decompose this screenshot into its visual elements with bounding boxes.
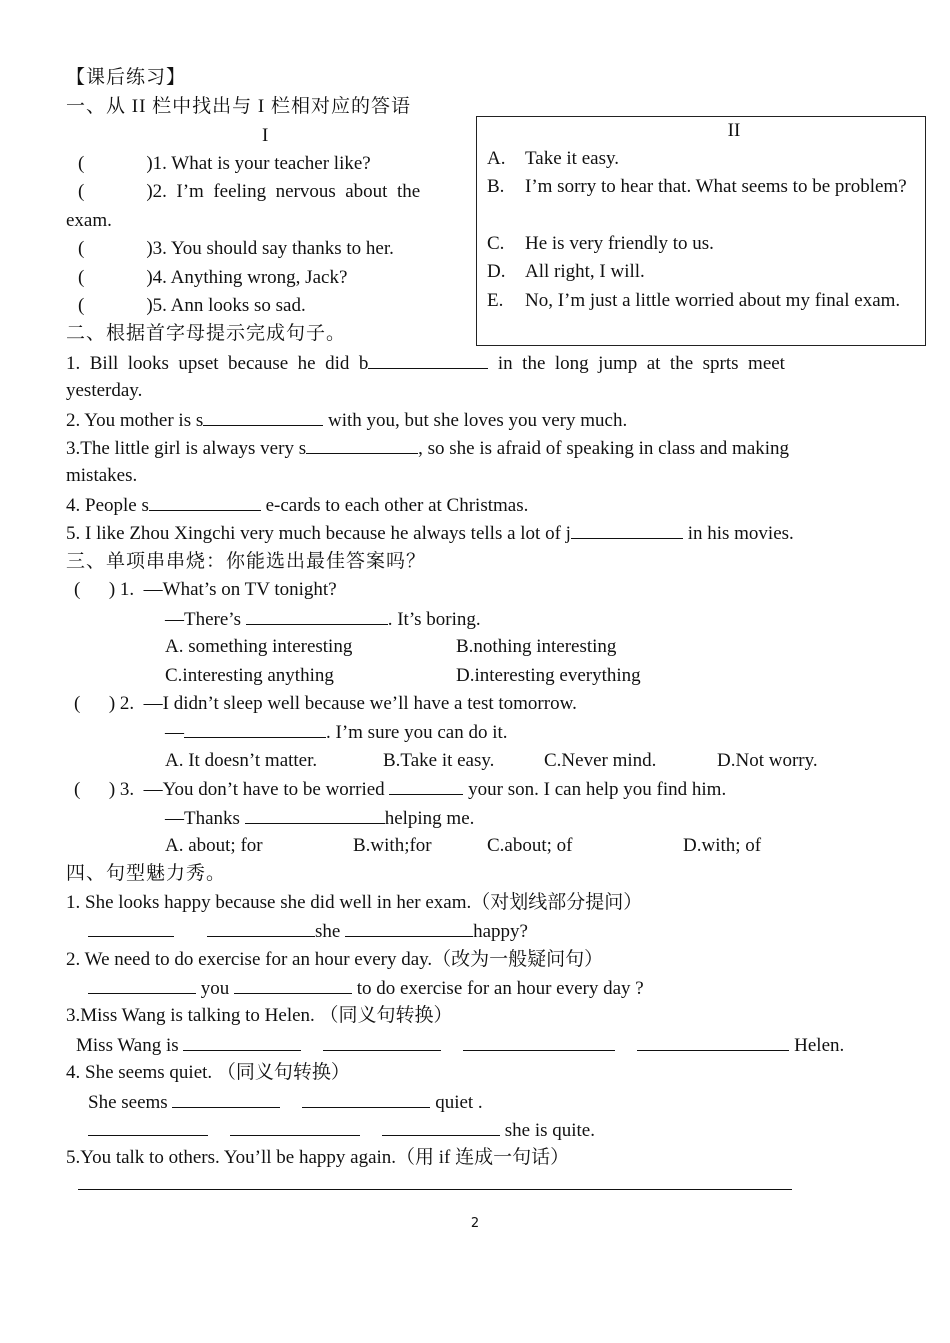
s3-q1-opt-b[interactable]: B.nothing interesting <box>456 636 617 657</box>
blank-line[interactable] <box>246 607 388 625</box>
text: 3.The little girl is always very s <box>66 438 307 459</box>
blank-line[interactable] <box>88 976 196 994</box>
s3-q2-opt-c[interactable]: C.Never mind. <box>544 750 657 771</box>
option-a <box>487 145 917 173</box>
blank-line[interactable] <box>234 976 352 994</box>
s1-item-text: )1. What is your teacher like? <box>146 153 371 174</box>
s1-item-2-cont: exam. <box>66 210 112 231</box>
s4-q3: 3.Miss Wang is talking to Helen. （同义句转换） <box>66 1005 453 1026</box>
answer-paren: ( <box>78 267 85 288</box>
blank-line[interactable] <box>382 1118 500 1136</box>
s1-item-text: )3. You should say thanks to her. <box>146 238 394 259</box>
s4-q5-answer[interactable] <box>78 1172 792 1197</box>
s1-item-5 <box>78 294 306 318</box>
s4-q2-answer <box>88 976 644 1001</box>
option-e <box>487 287 917 344</box>
s1-item-1 <box>78 152 371 176</box>
blank-line[interactable] <box>345 919 473 937</box>
answer-paren: ( ) <box>74 693 116 714</box>
blank-line[interactable] <box>149 493 261 511</box>
blank-line[interactable] <box>184 720 326 738</box>
s1-item-3 <box>78 237 394 261</box>
s4-title: 四、句型魅力秀。 <box>66 863 227 884</box>
s3-q3-opt-b[interactable]: B.with;for <box>353 835 432 856</box>
text: to do exercise for an hour every day ? <box>352 978 644 999</box>
blank-line[interactable] <box>306 436 418 454</box>
s2-title: 二、根据首字母提示完成句子。 <box>66 323 347 344</box>
option-text: I’m sorry to hear that. What seems to be problem? <box>525 176 907 197</box>
blank-line[interactable] <box>203 408 323 426</box>
blank-line[interactable] <box>172 1090 280 1108</box>
text: . It’s boring. <box>387 609 481 630</box>
answer-paren: ( <box>78 238 85 259</box>
blank-line[interactable] <box>245 806 385 824</box>
text: e-cards to each other at Christmas. <box>260 495 529 516</box>
page-number: 2 <box>470 1216 480 1231</box>
s1-title: 一、从 II 栏中找出与 I 栏相对应的答语 <box>66 96 411 117</box>
option-text: He is very friendly to us. <box>525 233 714 254</box>
s3-q1-response <box>165 607 481 632</box>
s3-q2-opt-d[interactable]: D.Not worry. <box>717 750 818 771</box>
blank-line[interactable] <box>637 1033 789 1051</box>
text: in his movies. <box>682 523 794 544</box>
option-key: B. <box>487 176 505 197</box>
text: She seems <box>88 1092 168 1113</box>
answer-paren: ( <box>78 153 85 174</box>
text: 1. —What’s on TV tonight? <box>119 579 337 600</box>
text: 1. Bill looks upset because he did b <box>66 353 369 374</box>
answer-paren: ( <box>78 181 85 202</box>
text: 2. You mother is s <box>66 410 204 431</box>
col2-label: II <box>727 120 741 141</box>
option-c <box>487 230 917 258</box>
s2-item-3 <box>66 436 789 461</box>
s3-q2-opt-a[interactable]: A. It doesn’t matter. <box>165 750 318 771</box>
s3-q2-response <box>165 720 508 745</box>
s1-item-text: )4. Anything wrong, Jack? <box>146 267 348 288</box>
s3-q1 <box>74 578 337 602</box>
s2-item-2 <box>66 408 627 433</box>
s3-title: 三、单项串串烧：你能选出最佳答案吗？ <box>66 551 427 572</box>
option-key: D. <box>487 261 506 282</box>
text: happy? <box>473 921 528 942</box>
s4-q2: 2. We need to do exercise for an hour every day.（改为一般疑问句） <box>66 949 604 970</box>
column-ii-box <box>476 116 926 346</box>
answer-paren: ( ) <box>74 779 116 800</box>
blank-line[interactable] <box>230 1118 360 1136</box>
blank-line[interactable] <box>88 1118 208 1136</box>
text: —There’s <box>165 609 241 630</box>
text: helping me. <box>384 808 475 829</box>
s4-q4-answer-1 <box>88 1090 483 1115</box>
s1-item-text: )5. Ann looks so sad. <box>146 295 306 316</box>
text: , so she is afraid of speaking in class and making <box>418 438 790 459</box>
text: Miss Wang is <box>76 1035 179 1056</box>
s3-q2 <box>74 692 577 716</box>
blank-line[interactable] <box>302 1090 430 1108</box>
section-header: 【课后练习】 <box>66 67 187 88</box>
s2-item-5 <box>66 521 794 546</box>
s2-item-4 <box>66 493 528 518</box>
s3-q3-opt-d[interactable]: D.with; of <box>683 835 762 856</box>
blank-line[interactable] <box>88 919 174 937</box>
text: she is quite. <box>500 1120 595 1141</box>
blank-line[interactable] <box>207 919 315 937</box>
s1-item-text: )2. I’m feeling nervous about the <box>146 181 421 202</box>
s3-q1-opt-c[interactable]: C.interesting anything <box>165 665 334 686</box>
option-b <box>487 173 917 230</box>
option-d <box>487 258 917 286</box>
blank-line[interactable] <box>463 1033 615 1051</box>
s2-item-3-cont: mistakes. <box>66 465 138 486</box>
s3-q3 <box>74 777 726 802</box>
s2-item-1 <box>66 351 785 376</box>
s3-q3-opt-a[interactable]: A. about; for <box>165 835 263 856</box>
text: 5. I like Zhou Xingchi very much because he always tells a lot of j <box>66 523 571 544</box>
s3-q3-opt-c[interactable]: C.about; of <box>487 835 573 856</box>
s3-q1-opt-a[interactable]: A. something interesting <box>165 636 353 657</box>
option-key: C. <box>487 233 505 254</box>
text: 3. —You don’t have to be worried <box>119 779 385 800</box>
text: with you, but she loves you very much. <box>323 410 628 431</box>
text: —Thanks <box>165 808 240 829</box>
blank-line[interactable] <box>78 1172 792 1190</box>
blank-line[interactable] <box>571 521 683 539</box>
text: your son. I can help you find him. <box>463 779 727 800</box>
option-key: E. <box>487 290 504 311</box>
s4-q4: 4. She seems quiet. （同义句转换） <box>66 1062 350 1083</box>
blank-line[interactable] <box>368 351 488 369</box>
option-text: All right, I will. <box>525 261 645 282</box>
s1-item-4 <box>78 266 347 290</box>
s2-item-1-cont: yesterday. <box>66 380 143 401</box>
text: she <box>315 921 341 942</box>
text: 4. People s <box>66 495 149 516</box>
option-text: Take it easy. <box>525 148 619 169</box>
s4-q3-answer <box>76 1033 844 1058</box>
text: . I’m sure you can do it. <box>326 722 508 743</box>
s4-q5: 5.You talk to others. You’ll be happy again.（用 if 连成一句话） <box>66 1147 570 1168</box>
text: — <box>165 722 184 743</box>
s4-q1-answer <box>88 919 528 944</box>
col1-label: I <box>262 125 269 146</box>
text: Helen. <box>789 1035 845 1056</box>
blank-line[interactable] <box>323 1033 441 1051</box>
answer-paren: ( <box>78 295 85 316</box>
text: you <box>196 978 234 999</box>
s3-q1-opt-d[interactable]: D.interesting everything <box>456 665 641 686</box>
blank-line[interactable] <box>389 777 463 795</box>
text: 2. —I didn’t sleep well because we’ll have a test tomorrow. <box>119 693 577 714</box>
s1-item-2 <box>78 180 460 204</box>
s4-q1: 1. She looks happy because she did well in her exam.（对划线部分提问） <box>66 892 643 913</box>
answer-paren: ( ) <box>74 579 116 600</box>
option-text: No, I’m just a little worried about my final exam. <box>525 290 901 311</box>
s3-q3-response <box>165 806 474 831</box>
option-key: A. <box>487 148 506 169</box>
blank-line[interactable] <box>183 1033 301 1051</box>
s3-q2-opt-b[interactable]: B.Take it easy. <box>383 750 495 771</box>
text: quiet . <box>430 1092 483 1113</box>
text: in the long jump at the sprts meet <box>497 353 785 374</box>
s4-q4-answer-2 <box>88 1118 595 1143</box>
